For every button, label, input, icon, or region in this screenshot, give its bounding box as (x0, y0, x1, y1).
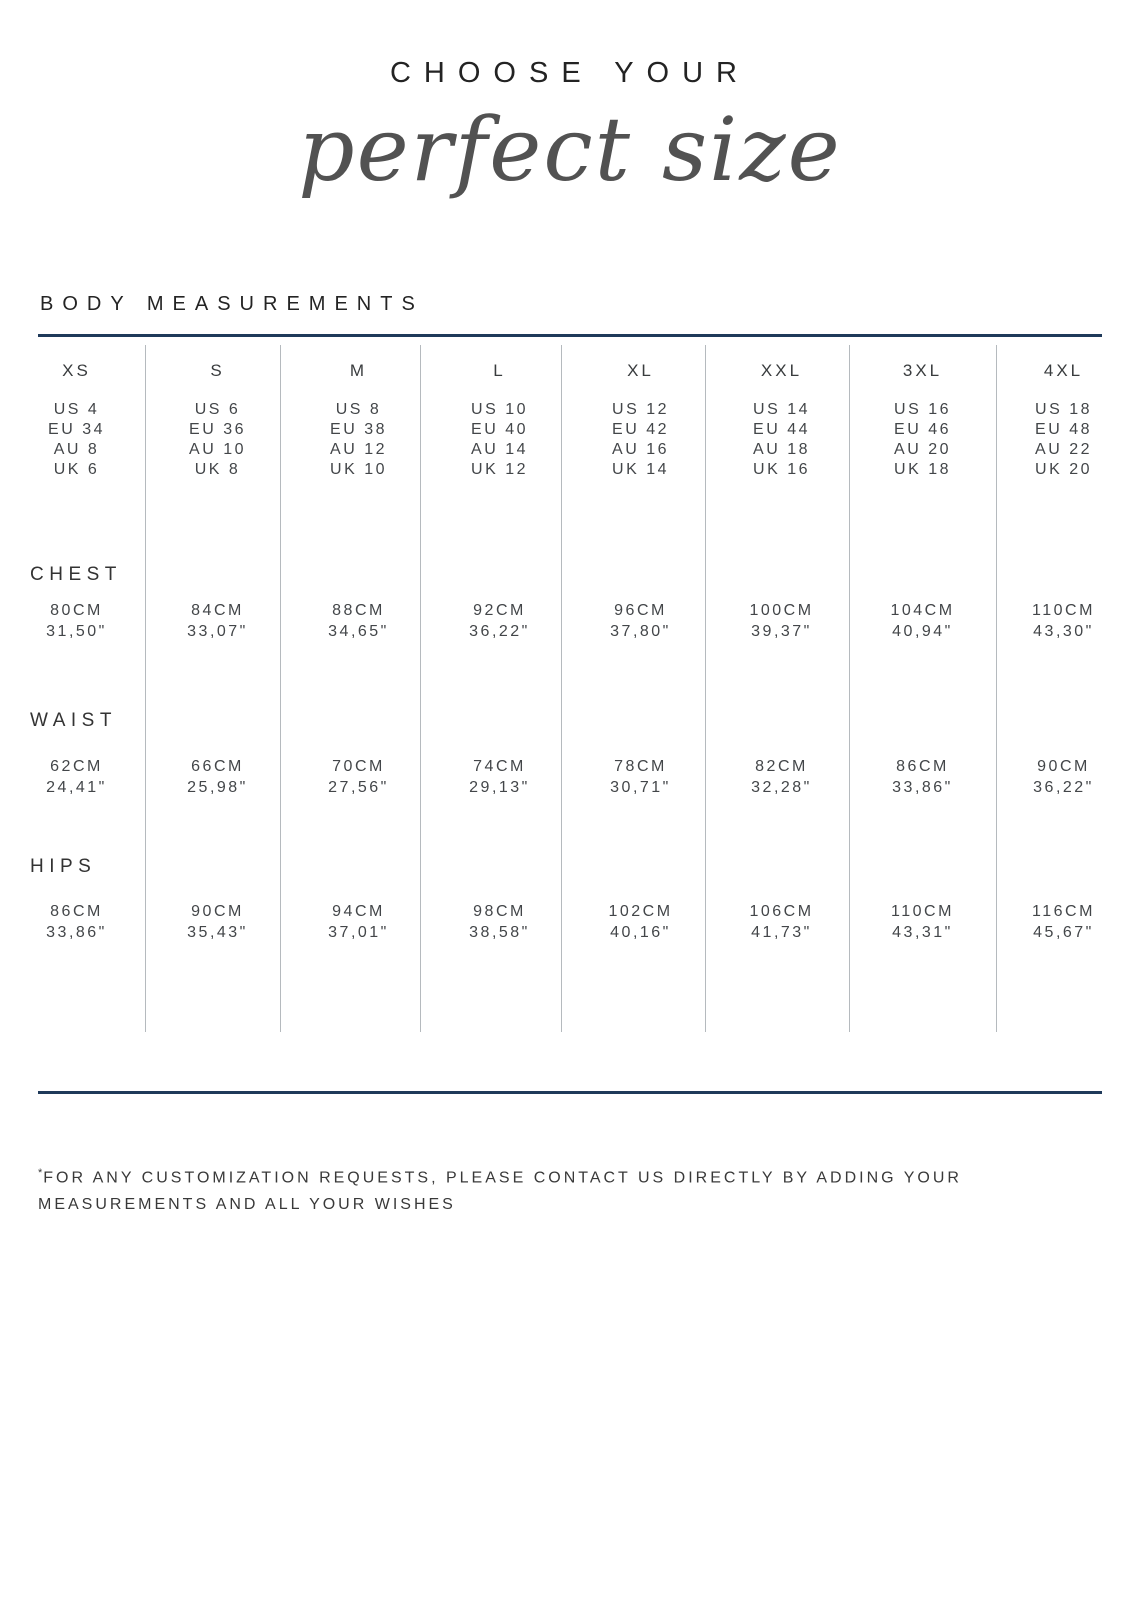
measurement-cell (429, 756, 570, 798)
size-conversions (852, 400, 993, 480)
measurement-label-hips: HIPS (30, 856, 97, 877)
value-cm: 96CM (614, 602, 667, 619)
value-inches: 40,16" (610, 924, 671, 941)
value-cm: 84CM (191, 602, 244, 619)
measurement-cell (147, 901, 288, 943)
measurement-cell (711, 600, 852, 642)
size-conversions (147, 400, 288, 480)
column-divider (849, 345, 850, 1032)
value-cm: 102CM (608, 903, 673, 920)
measurement-values-chest (6, 600, 1134, 642)
size-conversions (993, 400, 1134, 480)
value-cm: 110CM (891, 903, 954, 920)
size-us: US 18 (1035, 401, 1092, 418)
column-divider (420, 345, 421, 1032)
size-uk: UK 16 (753, 461, 810, 478)
size-au: AU 20 (894, 441, 951, 458)
measurement-cell (993, 756, 1134, 798)
size-conversions (288, 400, 429, 480)
size-uk: UK 10 (330, 461, 387, 478)
measurement-cell (147, 756, 288, 798)
size-eu: EU 46 (894, 421, 951, 438)
value-cm: 92CM (473, 602, 526, 619)
size-us: US 10 (471, 401, 528, 418)
size-us: US 6 (194, 401, 241, 418)
size-eu: EU 38 (330, 421, 387, 438)
value-inches: 41,73" (751, 924, 812, 941)
value-inches: 37,01" (328, 924, 389, 941)
value-inches: 43,31" (892, 924, 953, 941)
measurement-cell (993, 901, 1134, 943)
measurement-label-waist: WAIST (30, 710, 117, 731)
size-uk: UK 12 (471, 461, 528, 478)
size-us: US 16 (894, 401, 951, 418)
value-cm: 86CM (50, 903, 103, 920)
value-cm: 88CM (332, 602, 385, 619)
size-au: AU 10 (189, 441, 246, 458)
value-inches: 38,58" (469, 924, 530, 941)
measurement-cell (147, 600, 288, 642)
measurement-cell (852, 600, 993, 642)
value-inches: 31,50" (46, 623, 107, 640)
column-divider (145, 345, 146, 1032)
value-inches: 43,30" (1033, 623, 1094, 640)
size-us: US 12 (612, 401, 669, 418)
value-cm: 80CM (50, 602, 103, 619)
value-inches: 33,07" (187, 623, 248, 640)
measurement-cell (288, 756, 429, 798)
value-cm: 110CM (1032, 602, 1095, 619)
section-title: BODY MEASUREMENTS (40, 293, 424, 315)
size-au: AU 12 (330, 441, 387, 458)
measurement-cell (6, 600, 147, 642)
size-conversions (6, 400, 147, 480)
measurement-cell (429, 600, 570, 642)
measurement-cell (6, 756, 147, 798)
value-inches: 25,98" (187, 779, 248, 796)
size-uk: UK 8 (194, 461, 241, 478)
size-eu: EU 48 (1035, 421, 1092, 438)
value-inches: 39,37" (751, 623, 812, 640)
size-column-header-xxl: XXL (760, 361, 803, 380)
value-cm: 74CM (473, 758, 526, 775)
value-cm: 90CM (1037, 758, 1090, 775)
size-conversions (570, 400, 711, 480)
value-inches: 45,67" (1033, 924, 1094, 941)
size-conversions (429, 400, 570, 480)
measurement-cell (429, 901, 570, 943)
value-inches: 33,86" (46, 924, 107, 941)
size-au: AU 8 (53, 441, 100, 458)
eyebrow-heading: CHOOSE YOUR (389, 57, 750, 89)
size-au: AU 18 (753, 441, 810, 458)
measurement-cell (288, 901, 429, 943)
size-uk: UK 20 (1035, 461, 1092, 478)
footnote-text: FOR ANY CUSTOMIZATION REQUESTS, PLEASE CONTACT US DIRECTLY BY ADDING YOUR MEASUREMENTS AND ALL YOUR WISHES (38, 1169, 962, 1214)
top-rule (38, 334, 1102, 337)
value-inches: 40,94" (892, 623, 953, 640)
size-eu: EU 34 (48, 421, 105, 438)
value-inches: 33,86" (892, 779, 953, 796)
measurement-cell (711, 756, 852, 798)
value-cm: 116CM (1032, 903, 1095, 920)
measurement-label-chest: CHEST (30, 564, 122, 585)
size-uk: UK 6 (53, 461, 100, 478)
value-cm: 86CM (896, 758, 949, 775)
value-inches: 24,41" (46, 779, 107, 796)
value-inches: 32,28" (751, 779, 812, 796)
column-divider (561, 345, 562, 1032)
measurement-cell (852, 901, 993, 943)
page-title: perfect size (298, 98, 842, 201)
size-au: AU 22 (1035, 441, 1092, 458)
size-us: US 4 (53, 401, 100, 418)
size-au: AU 16 (612, 441, 669, 458)
value-cm: 100CM (749, 602, 814, 619)
value-inches: 34,65" (328, 623, 389, 640)
column-divider (705, 345, 706, 1032)
value-inches: 37,80" (610, 623, 671, 640)
size-column-header-m: M (349, 361, 368, 380)
size-conversions (711, 400, 852, 480)
measurement-cell (570, 600, 711, 642)
value-inches: 27,56" (328, 779, 389, 796)
value-inches: 36,22" (1033, 779, 1094, 796)
measurement-cell (852, 756, 993, 798)
value-cm: 90CM (191, 903, 244, 920)
size-us: US 8 (335, 401, 382, 418)
size-uk: UK 18 (894, 461, 951, 478)
size-au: AU 14 (471, 441, 528, 458)
size-us: US 14 (753, 401, 810, 418)
size-uk: UK 14 (612, 461, 669, 478)
size-header-row (6, 361, 1134, 381)
value-cm: 78CM (614, 758, 667, 775)
value-cm: 104CM (890, 602, 955, 619)
size-column-header-l: L (493, 361, 506, 380)
column-divider (996, 345, 997, 1032)
value-inches: 36,22" (469, 623, 530, 640)
column-divider (280, 345, 281, 1032)
size-eu: EU 42 (612, 421, 669, 438)
measurement-cell (570, 756, 711, 798)
size-eu: EU 36 (189, 421, 246, 438)
size-column-header-3xl: 3XL (902, 361, 943, 380)
size-eu: EU 40 (471, 421, 528, 438)
value-inches: 29,13" (469, 779, 530, 796)
value-cm: 62CM (50, 758, 103, 775)
size-column-header-xl: XL (627, 361, 654, 380)
measurement-cell (288, 600, 429, 642)
size-conversion-row (6, 400, 1134, 480)
measurement-values-hips (6, 901, 1134, 943)
value-inches: 30,71" (610, 779, 671, 796)
footnote-asterisk: * (38, 1167, 44, 1179)
measurement-values-waist (6, 756, 1134, 798)
value-cm: 82CM (755, 758, 808, 775)
size-column-header-4xl: 4XL (1043, 361, 1084, 380)
measurement-cell (993, 600, 1134, 642)
measurement-cell (570, 901, 711, 943)
value-cm: 94CM (332, 903, 385, 920)
size-column-header-s: S (210, 361, 225, 380)
measurement-cell (711, 901, 852, 943)
value-inches: 35,43" (187, 924, 248, 941)
size-column-header-xs: XS (62, 361, 91, 380)
size-eu: EU 44 (753, 421, 810, 438)
footnote (38, 1160, 1063, 1218)
bottom-rule (38, 1091, 1102, 1094)
value-cm: 66CM (191, 758, 244, 775)
value-cm: 98CM (473, 903, 526, 920)
measurement-cell (6, 901, 147, 943)
value-cm: 106CM (749, 903, 814, 920)
value-cm: 70CM (332, 758, 385, 775)
